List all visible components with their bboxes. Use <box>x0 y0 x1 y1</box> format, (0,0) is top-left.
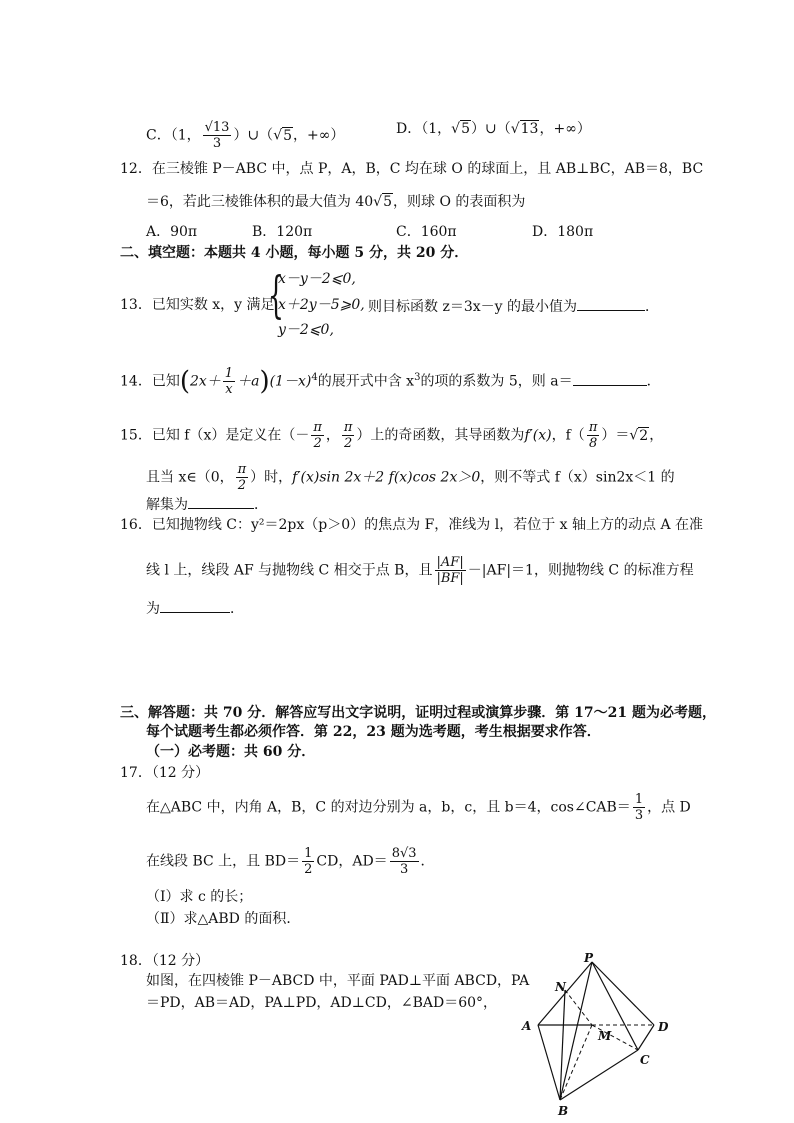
q12-line1: 12．在三棱锥 P－ABC 中，点 P，A，B，C 均在球 O 的球面上，且 AB⊥BC，AB＝8，BC <box>120 161 704 177</box>
section3-heading-line2: 每个试题考生都必须作答．第 22，23 题为选考题，考生根据要求作答． <box>146 724 601 740</box>
q14-answer-blank[interactable] <box>573 371 647 386</box>
q15-line2: 且当 x∈（0， $\frac{\pi}{2}$ ）时，f′(x)sin 2x＋2 f(x)cos 2x＞0，则不等式 f（x）sin2x＜1 的 <box>146 462 675 493</box>
section3-subheading: （一）必考题：共 60 分． <box>146 744 316 760</box>
q16-line1: 16．已知抛物线 C：y²＝2px（p＞0）的焦点为 F，准线为 l，若位于 x 轴上方的动点 A 在准 <box>120 517 704 533</box>
q17-header: 17．（12 分） <box>120 765 210 781</box>
q13-answer-blank[interactable] <box>577 296 645 311</box>
q12-option-c: C．160π <box>396 224 457 240</box>
q15-line1: 15．已知 f（x）是定义在（－ $\frac{\pi}{2}$ ， $\frac{\pi}{2}$ ）上的奇函数，其导函数为f′(x)，f（ $\frac{\pi}{8}$ ）＝√2， <box>120 420 664 451</box>
q12-line2: ＝6，若此三棱锥体积的最大值为 40√5，则球 O 的表面积为 <box>146 194 526 210</box>
q14-line: 14．已知(2x＋ $\frac{1}{x}$ $+a)(1-x)^4$的展开式中含 $x^3$的项的系数为 5，则 a＝ ． <box>120 366 661 397</box>
label-p: P <box>584 951 594 965</box>
q17-line1: 在△ABC 中，内角 A，B，C 的对边分别为 a，b，c，且 b＝4，cos∠CAB＝ $\frac{1}{3}$ ，点 D <box>146 792 691 823</box>
label-d: D <box>658 1020 669 1034</box>
q13-constraint-2: x＋2y－5⩾0, <box>278 297 365 313</box>
q16-line2: 线 l 上，线段 AF 与抛物线 C 相交于点 B，且 $\frac{|AF|}{|BF|}$ －|AF|＝1，则抛物线 C 的标准方程 <box>146 555 694 586</box>
q18-line1: 如图，在四棱锥 P－ABCD 中，平面 PAD⊥平面 ABCD，PA <box>146 973 530 989</box>
section2-heading: 二、填空题：本题共 4 小题，每小题 5 分，共 20 分． <box>120 245 469 261</box>
q17-line2: 在线段 BC 上，且 BD＝ $\frac{1}{2}$ CD，AD＝ $\frac{8√3}{3}$ ． <box>146 846 435 877</box>
q18-pyramid-figure <box>510 950 680 1120</box>
q13-prefix: 13．已知实数 x，y 满足 <box>120 297 275 313</box>
q16-answer-blank[interactable] <box>160 598 230 613</box>
q12-option-d: D．180π <box>532 224 594 240</box>
label-c: C <box>640 1053 650 1067</box>
q16-line3: 为 ． <box>146 598 244 618</box>
q18-header: 18．（12 分） <box>120 953 210 969</box>
q18-line2: ＝PD，AB＝AD，PA⊥PD，AD⊥CD，∠BAD＝60°， <box>146 995 498 1011</box>
q13-brace: { <box>268 266 284 324</box>
q17-part2: （Ⅱ）求△ABD 的面积． <box>146 911 301 927</box>
q12-option-b: B．120π <box>252 224 313 240</box>
label-a: A <box>522 1019 532 1033</box>
q12-option-a: A．90π <box>146 224 198 240</box>
q13-constraint-3: y－2⩽0, <box>278 322 334 338</box>
q13-suffix: 则目标函数 z＝3x－y 的最小值为 ． <box>368 296 659 316</box>
label-m: M <box>598 1029 612 1043</box>
q13-constraint-1: x－y－2⩽0, <box>278 271 356 287</box>
section3-heading-line1: 三、解答题：共 70 分．解答应写出文字说明，证明过程或演算步骤．第 17～21 题为必考题， <box>120 705 716 721</box>
label-n: N <box>555 980 566 994</box>
q11-option-c: C．（1， $\frac{√13}{3}$ ）∪（√5，+∞） <box>146 120 345 151</box>
q15-answer-blank[interactable] <box>188 494 254 509</box>
q17-part1: （Ⅰ）求 c 的长； <box>146 889 253 905</box>
label-b: B <box>558 1104 569 1118</box>
q11-option-d: D．（1，√5）∪（√13，+∞） <box>396 121 591 137</box>
q15-line3: 解集为 ． <box>146 494 268 514</box>
